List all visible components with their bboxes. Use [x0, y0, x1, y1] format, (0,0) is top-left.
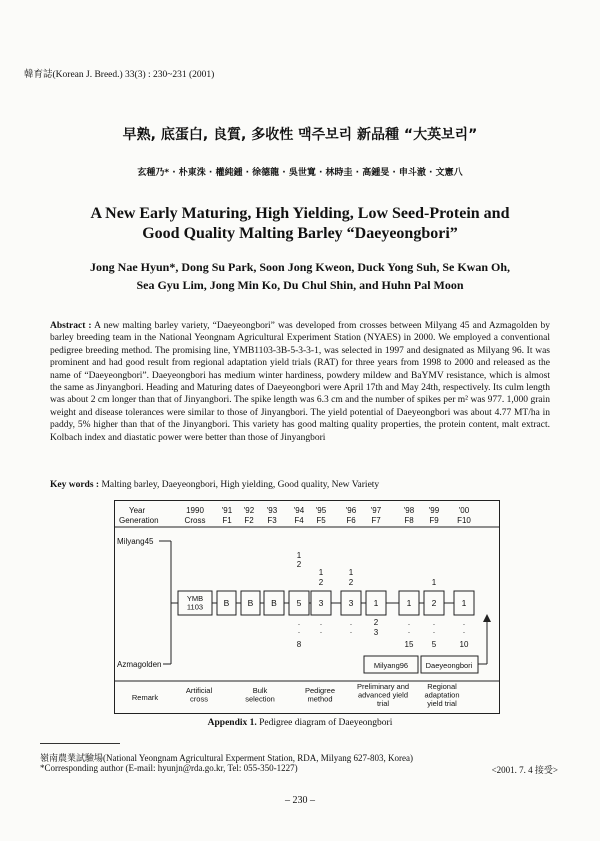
year-2: '92	[243, 506, 255, 515]
remark-1: Bulk selection	[245, 686, 275, 704]
caption-label: Appendix 1.	[207, 718, 257, 728]
generation-8: F8	[404, 516, 414, 525]
dot-marker-7: .	[319, 626, 323, 635]
received-date: <2001. 7. 4 接受>	[491, 765, 558, 775]
pedigree-diagram-svg	[115, 501, 499, 713]
pedigree-box-label-7: 1	[373, 598, 379, 608]
pedigree-diagram	[114, 500, 500, 714]
generation-5: F5	[316, 516, 326, 525]
korean-authors: 玄種乃* · 朴東洙 · 權純鍾 · 徐德龍 · 吳世寬 · 林時圭 · 高鍾旻 · 申斗澈 · 文憲八	[137, 168, 463, 178]
pedigree-box-label-6: 3	[348, 598, 354, 608]
count-f7-1: 3	[373, 628, 379, 637]
dot-marker-4: .	[462, 618, 466, 627]
arrow-head	[483, 614, 491, 622]
remark-label: Remark	[131, 693, 159, 702]
year-3: '93	[266, 506, 278, 515]
year-4: '94	[293, 506, 305, 515]
pedigree-box-label-5: 3	[318, 598, 324, 608]
daeyeongbori-label: Daeyeongbori	[425, 661, 473, 670]
year-9: '99	[428, 506, 440, 515]
count-f5-1: 2	[318, 578, 324, 587]
authors-line-1: Jong Nae Hyun*, Dong Su Park, Soon Jong Kweon, Duck Yong Suh, Se Kwan Oh,	[90, 260, 510, 274]
generation-9: F9	[429, 516, 439, 525]
pedigree-box-label-0: YMB 1103	[186, 594, 204, 612]
pedigree-box-label-10: 1	[461, 598, 467, 608]
english-authors	[0, 258, 600, 294]
parent-milyang45: Milyang45	[117, 537, 154, 546]
english-title	[0, 204, 600, 244]
count-f4-2: .	[297, 618, 301, 627]
remark-0: Artificial cross	[185, 686, 213, 704]
footnote-corresponding: *Corresponding author (E-mail: hyunjn@rda.go.kr, Tel: 055-350-1227)	[40, 763, 298, 773]
count-f7-0: 2	[373, 618, 379, 627]
journal-citation: 韓育誌(Korean J. Breed.) 33(3) : 230~231 (2001)	[24, 70, 215, 80]
remark-4: Regional adaptation yield trial	[424, 682, 460, 708]
dot-marker-1: .	[407, 626, 411, 635]
count-f9-top: 1	[431, 578, 437, 587]
generation-10: F10	[457, 516, 471, 525]
count-f4-0: 1	[296, 551, 302, 560]
year-8: '98	[403, 506, 415, 515]
count-f4-3: .	[297, 626, 301, 635]
dot-marker-5: .	[462, 626, 466, 635]
authors-line-2: Sea Gyu Lim, Jong Min Ko, Du Chul Shin, and Huhn Pal Moon	[136, 278, 464, 292]
year-1: '91	[221, 506, 233, 515]
pedigree-box-label-3: B	[271, 598, 277, 608]
title-line-1: A New Early Maturing, High Yielding, Low Seed-Protein and	[90, 205, 510, 222]
abstract-text: A new malting barley variety, “Daeyeongbori” was developed from crosses between Milyang 45 and Azmagolden by barley breeding team in the National Yeongnam Agricultural Experiment Station (NYAES) in 2000. We employed a conventional pedigree breeding method. The promising line, YMB1103-3B-5-3-3-1, was selected in 1997 and designated as Milyang 96. It was prominent and had good result from regional adaptation yield trials (RAT) for three years from 1998 to 2000 and released as the name of “Daeyeongbori”. Daeyeongbori has medium winter hardiness, powdery mildew and BaYMV resistance, which is almost the same as Jinyangbori. Heading and Maturing dates of Daeyeongbori were April 17th and May 24th, respectively. Its culm length was about 2 cm longer than that of Jinyangbori. The spike length was 6.3 cm and the number of spikes per m² was 977. 1,000 grain weight and disease tolerances were similar to those of Jinyangbori. The yield potential of Daeyeongbori was about 4.77 MT/ha in paddy, 5% higher than that of the Jinyangbori. This variety has good malting quality properties, the protein content, malt extract. Kolbach index and diastatic power were better than those of Jinyangbori	[50, 321, 550, 443]
pedigree-box-label-1: B	[223, 598, 230, 608]
caption-text: Pedigree diagram of Daeyeongbori	[259, 718, 393, 728]
generation-4: F4	[294, 516, 304, 525]
generation-7: F7	[371, 516, 381, 525]
year-10: '00	[458, 506, 470, 515]
pedigree-box-label-8: 1	[406, 598, 412, 608]
count-f10: 10	[459, 640, 469, 649]
pedigree-box-label-9: 2	[431, 598, 437, 608]
generation-1: F1	[222, 516, 232, 525]
page-number: – 230 –	[285, 795, 315, 806]
count-f5-0: 1	[318, 568, 324, 577]
dot-marker-2: .	[432, 618, 436, 627]
abstract	[50, 320, 550, 444]
generation-6: F6	[346, 516, 356, 525]
dot-marker-9: .	[349, 626, 353, 635]
remark-2: Pedigree method	[304, 686, 336, 704]
title-line-2: Good Quality Malting Barley “Daeyeongbori”	[142, 225, 458, 242]
count-f6-1: 2	[348, 578, 354, 587]
footnote-affiliation: 嶺南農業試驗場(National Yeongnam Agricultural Experment Station, RDA, Milyang 627-803, Korea)	[40, 753, 413, 763]
count-f4-4: 8	[296, 640, 302, 649]
year-0: 1990	[186, 506, 204, 515]
dot-marker-6: .	[319, 618, 323, 627]
pedigree-box-label-2: B	[247, 598, 254, 608]
parent-azmagolden: Azmagolden	[117, 660, 162, 669]
keywords	[50, 480, 550, 490]
year-7: '97	[370, 506, 382, 515]
keywords-text: Malting barley, Daeyeongbori, High yielding, Good quality, New Variety	[101, 480, 380, 490]
generation-3: F3	[267, 516, 277, 525]
dot-marker-0: .	[407, 618, 411, 627]
figure-caption	[0, 718, 600, 728]
pedigree-box-label-4: 5	[296, 598, 302, 608]
footnote-rule	[40, 743, 120, 744]
count-f8: 15	[404, 640, 414, 649]
dot-marker-3: .	[432, 626, 436, 635]
generation-2: F2	[244, 516, 254, 525]
korean-title: 早熟, 底蛋白, 良質, 多收性 맥주보리 新品種 “大英보리”	[122, 127, 478, 143]
keywords-label: Key words :	[50, 480, 100, 490]
generation-0: Cross	[184, 516, 206, 525]
abstract-label: Abstract :	[50, 321, 92, 331]
count-f6-0: 1	[348, 568, 354, 577]
remark-3: Preliminary and advanced yield trial	[356, 682, 410, 708]
generation-label: Generation	[119, 516, 159, 525]
year-6: '96	[345, 506, 357, 515]
count-f9-bottom: 5	[431, 640, 437, 649]
year-label: Year	[129, 506, 146, 515]
count-f4-1: 2	[296, 560, 302, 569]
year-5: '95	[315, 506, 327, 515]
dot-marker-8: .	[349, 618, 353, 627]
milyang96-label: Milyang96	[373, 661, 409, 670]
